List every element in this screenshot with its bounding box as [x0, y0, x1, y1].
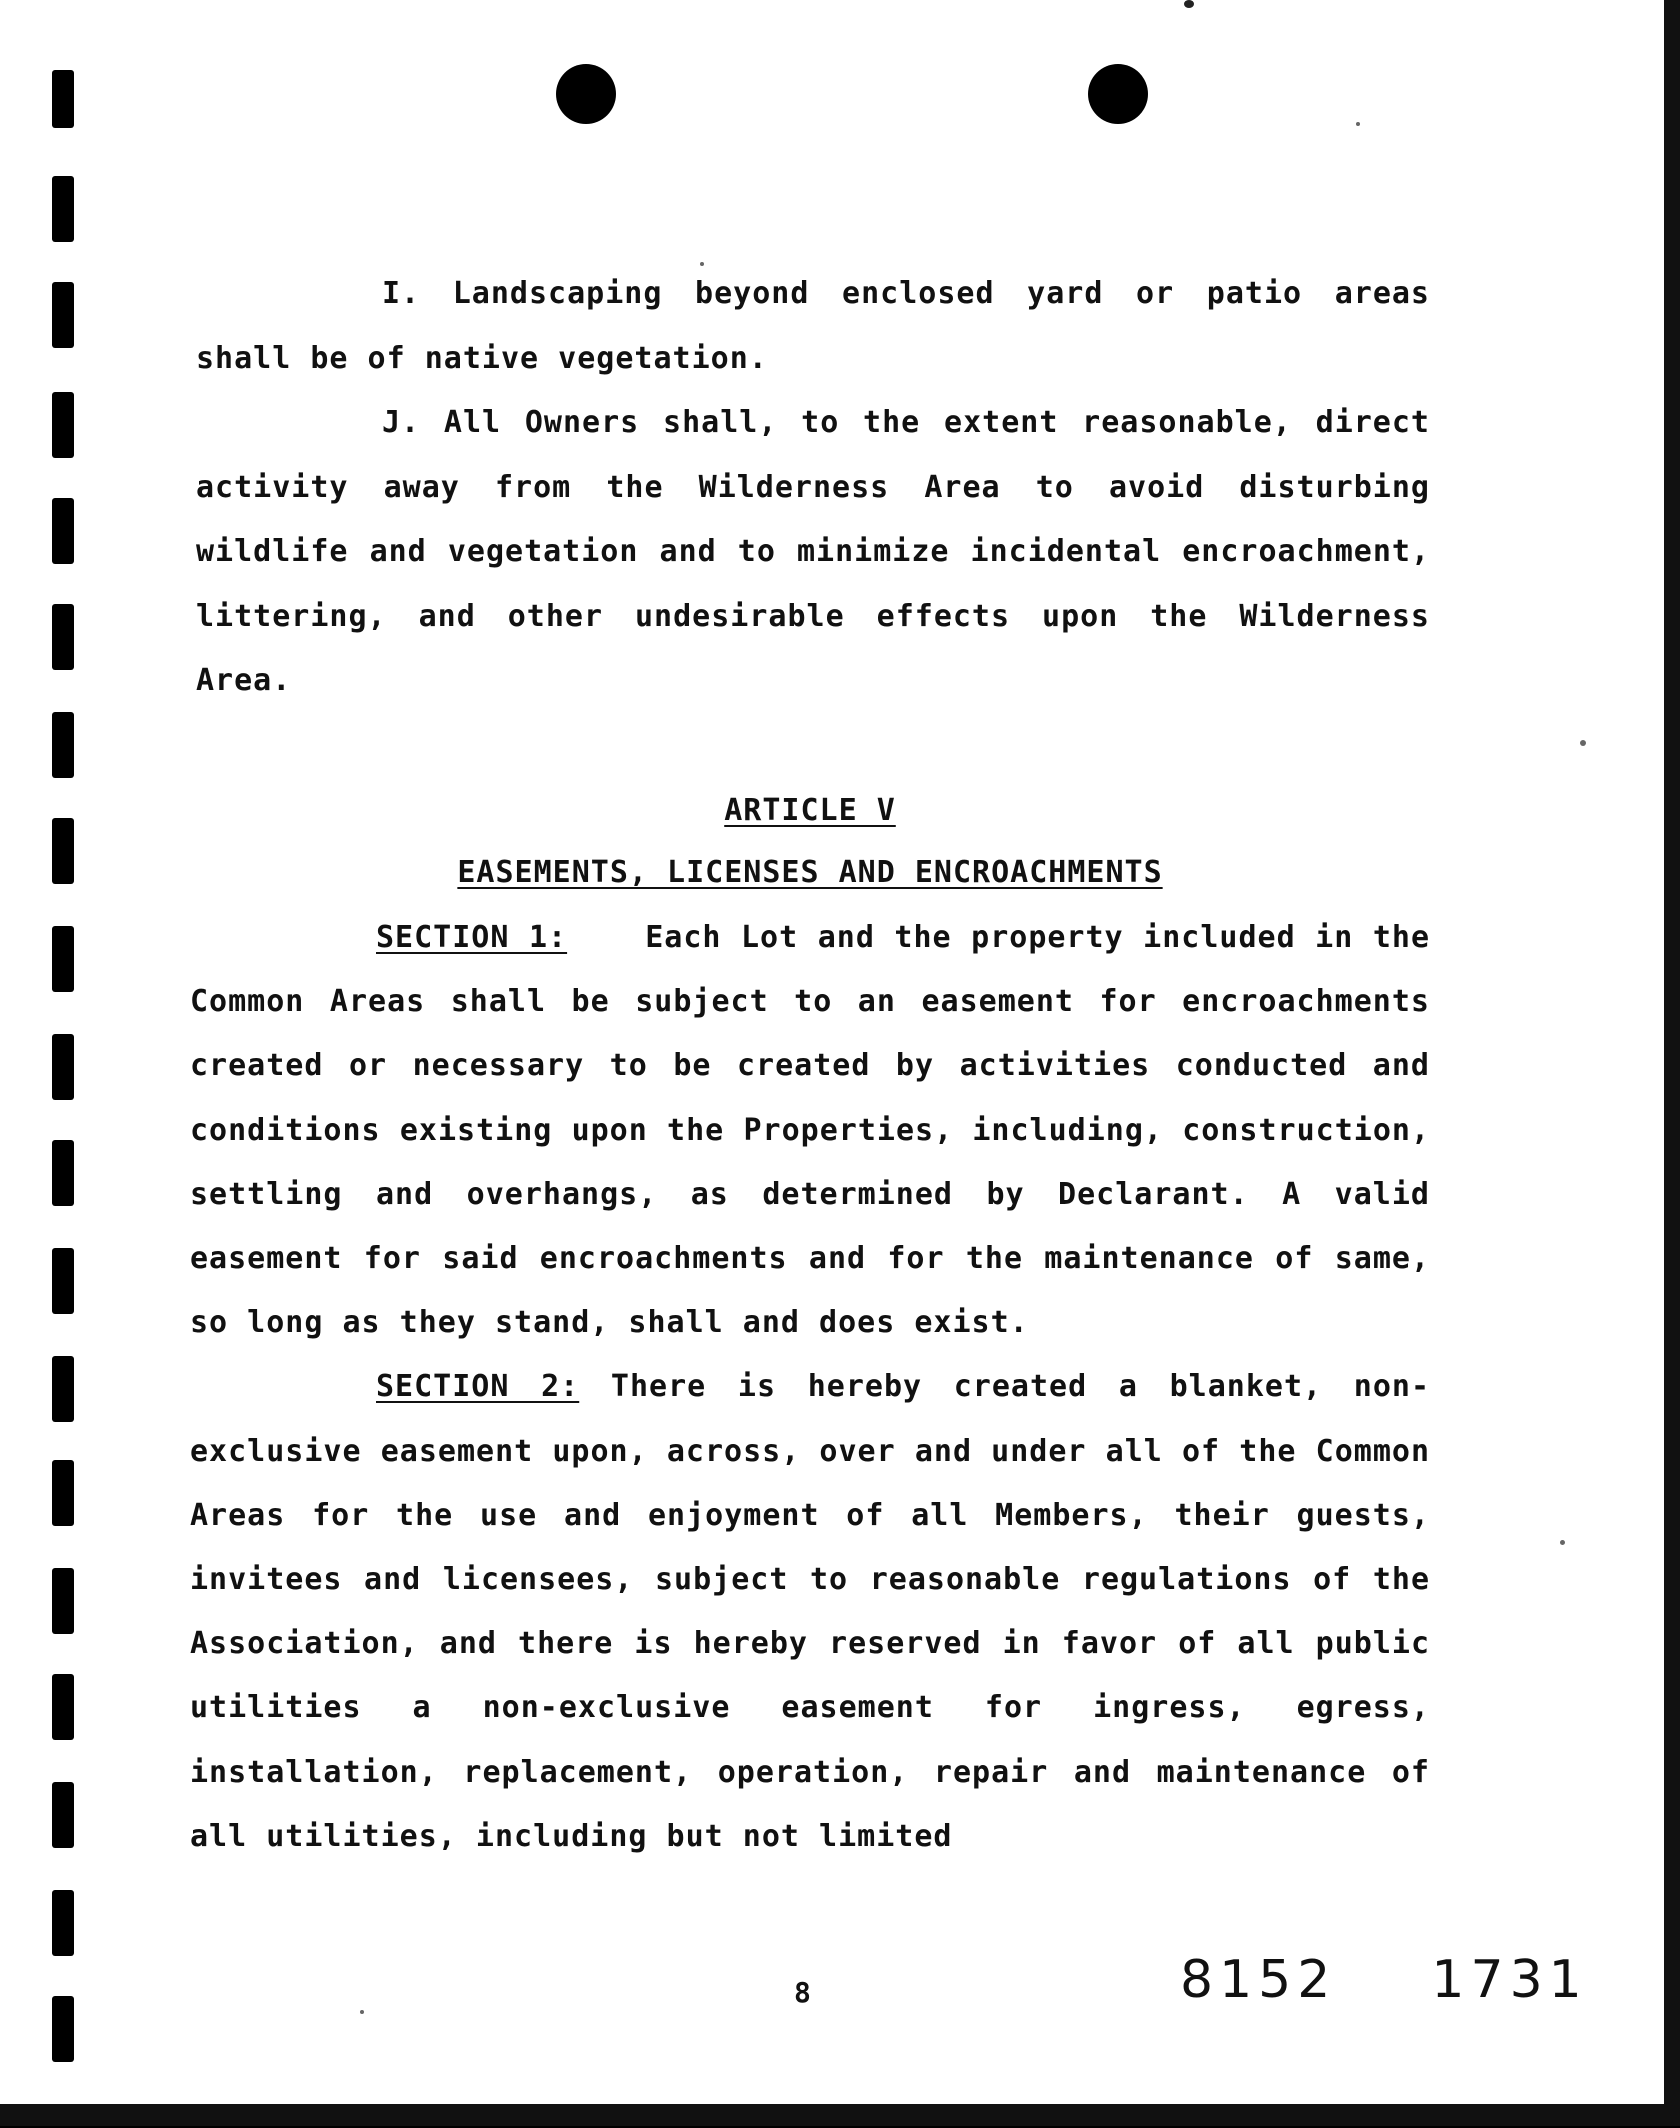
sprocket-hole	[52, 1034, 74, 1100]
sprocket-hole	[52, 1460, 74, 1526]
sprocket-hole	[52, 1568, 74, 1634]
article-title: EASEMENTS, LICENSES AND ENCROACHMENTS	[457, 855, 1163, 890]
sprocket-hole	[52, 818, 74, 884]
sprocket-hole	[52, 1356, 74, 1422]
sprocket-hole	[52, 392, 74, 458]
sprocket-hole	[52, 1140, 74, 1206]
sprocket-hole	[52, 498, 74, 564]
article-block	[190, 780, 1430, 1869]
section-1-paragraph: SECTION 1: Each Lot and the property included in the Common Areas shall be subject to an easement for encroachments created or necessary to be created by activities conducted and conditions existing upon the Properties, including, construction, settling and overhangs, as determined by Declarant. A valid easement for said encroachments and for the maintenance of same, so long as they stand, shall and does exist.	[190, 920, 1431, 1341]
sprocket-hole	[52, 926, 74, 992]
book-number: 8152	[1180, 1950, 1337, 2010]
scan-speck	[360, 2010, 364, 2014]
page-number: 8	[794, 1976, 811, 2009]
section-1-label: SECTION 1:	[376, 920, 568, 955]
recording-reference	[1180, 1950, 1588, 2010]
paragraph-i: I. Landscaping beyond enclosed yard or patio areas shall be of native vegetation.	[196, 276, 1430, 376]
paragraph-j: J. All Owners shall, to the extent reasonable, direct activity away from the Wilderness Area to avoid disturbing wildlife and vegetation and to minimize incidental encroachment, littering, and other undesirable effects upon the Wilderness Area.	[196, 405, 1430, 698]
section-2-label: SECTION 2:	[376, 1369, 580, 1405]
sprocket-hole	[52, 176, 74, 242]
text-block-top	[196, 262, 1430, 714]
section-2-paragraph: SECTION 2: There is hereby created a blanket, non-exclusive easement upon, across, over and under all of the Common Areas for the use and enjoyment of all Members, their guests, invitees and licensees, subject to reasonable regulations of the Association, and there is hereby reserved in favor of all public utilities a non-exclusive easement for ingress, egress, installation, replacement, operation, repair and maintenance of all utilities, including but not limited	[190, 1369, 1431, 1854]
sprocket-hole	[52, 1782, 74, 1848]
scan-speck	[1580, 740, 1586, 746]
punch-hole-right	[1088, 64, 1148, 124]
sprocket-hole	[52, 1674, 74, 1740]
sprocket-hole	[52, 1996, 74, 2062]
sprocket-hole	[52, 712, 74, 778]
sprocket-hole	[52, 1890, 74, 1956]
article-heading: ARTICLE V	[724, 793, 896, 828]
punch-hole-left	[556, 64, 616, 124]
sprocket-hole	[52, 604, 74, 670]
page-reference: 1731	[1431, 1950, 1588, 2010]
scan-speck	[1184, 0, 1194, 8]
sprocket-hole	[52, 1248, 74, 1314]
sprocket-hole	[52, 70, 74, 128]
sprocket-hole	[52, 282, 74, 348]
scan-speck	[1356, 122, 1360, 126]
scan-speck	[1560, 1540, 1565, 1545]
